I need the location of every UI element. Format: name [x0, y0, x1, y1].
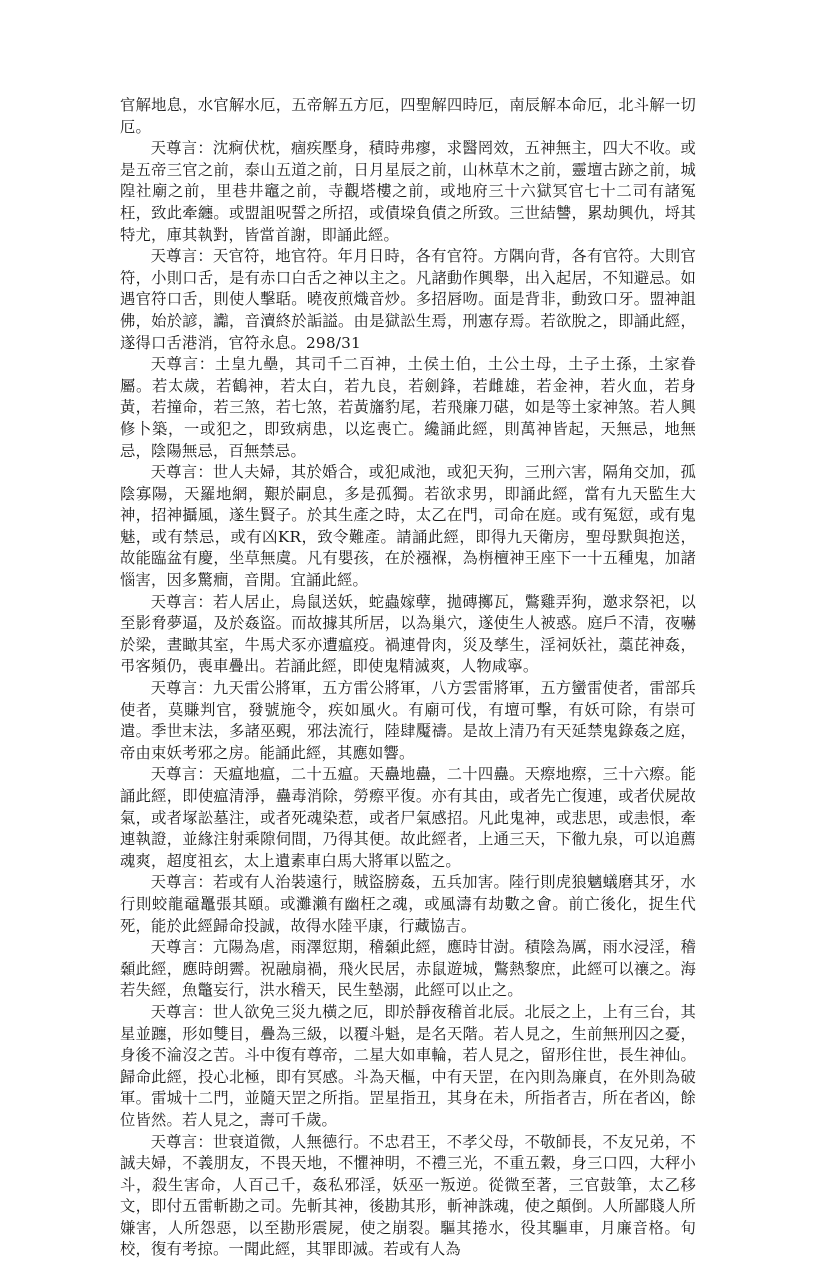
- paragraph: 天尊言：世人欲免三災九橫之厄，即於靜夜稽首北辰。北辰之上，上有三台，其星並躔，形如雙目，疊為三級，以覆斗魁，是名天階。若人見之，生前無刑囚之憂，身後不淪沒之苦。斗中復有尊帝，二星大如車輪，若人見之，留形住世，長生神仙。歸命此經，投心北極，即有冥感。斗為天樞，中有天罡，在內則為廉貞，在外則為破軍。雷城十二門，並隨天罡之所指。罡星指丑，其身在未，所指者吉，所在者凶，餘位皆然。若人見之，壽可千歲。: [120, 1002, 696, 1132]
- paragraph: 天尊言：土皇九壘，其司千二百神，土侯土伯，土公土母，土子土孫，土家眷屬。若太歲，若鶴神，若太白，若九良，若劍鋒，若雌雄，若金神，若火血，若身黃，若撞命，若三煞，若七煞，若黃旛豹尾，若飛廉刀碪，如是等土家神煞。若人興修卜築，一或犯之，即致病患，以迄喪亡。纔誦此經，則萬神皆起，天無忌，地無忌，陰陽無忌，百無禁忌。: [120, 354, 696, 462]
- paragraph: 天尊言：世人夫婦，其於婚合，或犯咸池，或犯天狗，三刑六害，隔角交加，孤陰寡陽，天羅地網，艱於嗣息，多是孤獨。若欲求男，即誦此經，當有九天監生大神，招神攝風，遂生賢子。於其生產之時，太乙在門，司命在庭。或有冤愆，或有鬼魅，或有禁忌，或有凶KR，致令難產。請誦此經，即得九天衛房，聖母默與抱送，故能臨盆有慶，坐草無虞。凡有嬰孩，在於襁褓，為栴檀神王座下一十五種鬼，加諸惱害，因多驚癎，音閒。宜誦此經。: [120, 462, 696, 592]
- paragraph: 天尊言：天瘟地瘟，二十五瘟。天蠱地蠱，二十四蠱。天瘵地瘵，三十六瘵。能誦此經，即使瘟清淨，蠱毒消除，勞瘵平復。亦有其由，或者先亡復連，或者伏屍故氣，或者塚訟墓注，或者死魂染惹，或者尸氣感招。凡此鬼神，或悲思，或恚恨，牽連執證，並緣注射乘隙伺間，乃得其便。故此經者，上通三天，下徹九泉，可以追薦魂爽，超度祖玄，太上遺素車白馬大將軍以監之。: [120, 764, 696, 872]
- paragraph: 官解地息，水官解水厄，五帝解五方厄，四聖解四時厄，南辰解本命厄，北斗解一切厄。: [120, 95, 696, 138]
- paragraph: 天尊言：世衰道微，人無德行。不忠君王，不孝父母，不敬師長，不友兄弟，不誠夫婦，不義朋友，不畏天地，不懼神明，不禮三光，不重五穀，身三口四，大秤小斗，殺生害命，人百己千，姦私邪淫，妖巫一叛逆。從微至著，三官鼓筆，太乙移文，即付五雷斬勘之司。先斬其神，後勘其形，斬神誅魂，使之顛倒。人所鄙賤人所嫌害，人所怨惡，以至勘形震屍，使之崩裂。驅其捲水，役其驅車，月廉音格。旬校，復有考掠。一聞此經，其罪即滅。若或有人為: [120, 1132, 696, 1261]
- paragraph: 天尊言：亢陽為虐，雨澤愆期，稽顙此經，應時甘澍。積陰為厲，雨水浸淫，稽顙此經，應時朗霽。祝融扇禍，飛火民居，赤鼠遊城，鷩熱黎庶，此經可以禳之。海若失經，魚鼈妄行，洪水稽天，民生墊溺，此經可以止之。: [120, 937, 696, 1002]
- paragraph: 天尊言：若人居止，烏鼠送妖，蛇蟲嫁孽，拋磚擲瓦，鷩雞弄狗，邀求祭祀，以至影脅夢逼，及於姦盜。而故據其所居，以為巢穴，遂使生人被惑。庭戶不清，夜嚇於梁，晝瞰其室，牛馬犬豕亦遭瘟疫。禍連骨肉，災及孳生，淫祠妖社，藁芘神姦，弔客頻仍，喪車疊出。若誦此經，即使鬼精滅爽，人物咸寧。: [120, 592, 696, 678]
- paragraph: 天尊言：沈痾伏枕，痼疾壓身，積時弗瘳，求醫罔效，五神無主，四大不收。或是五帝三官之前，泰山五道之前，日月星辰之前，山林草木之前，靈壇古跡之前，城隍社廟之前，里巷井竈之前，寺觀塔樓之前，或地府三十六獄冥官七十二司有諸冤枉，致此牽纏。或盟詛呪誓之所招，或債垜負債之所致。三世結讐，累劫興仇，埒其特尤，庫其執對，皆當首謝，即誦此經。: [120, 138, 696, 246]
- paragraph: 天尊言：九天雷公將軍，五方雷公將軍，八方雲雷將軍，五方蠻雷使者，雷部兵使者，莫賺判官，發號施令，疾如風火。有廟可伐，有壇可擊，有妖可除，有崇可遣。季世末法，多諸巫覡，邪法流行，陸肆魘禱。是故上清乃有天延禁鬼錄姦之庭，帝由束妖考邪之房。能誦此經，其應如響。: [120, 678, 696, 764]
- paragraph: 天尊言：天官符，地官符。年月日時，各有官符。方隅向背，各有官符。大則官符，小則口舌，是有赤口白舌之神以主之。凡諸動作興舉，出入起居，不知避忌。如遇官符口舌，則使人擊聒。曉夜煎熾音炒。多招唇吻。面是背非，動致口牙。盟神詛佛，始於諺，讟，音瀆終於詬謚。由是獄訟生焉，刑憲存焉。若欲脫之，即誦此經，遂得口舌港消，官符永息。298/31: [120, 246, 696, 354]
- paragraph: 天尊言：若或有人治裝遠行，賊盜膀姦，五兵加害。陸行則虎狼魑蟻磨其牙，水行則蛟龍黿鼉張其頤。或灘瀨有幽枉之魂，或風濤有劫數之會。前亡後化，捉生代死，能於此經歸命投誠，故得水陸平康，行藏協吉。: [120, 872, 696, 937]
